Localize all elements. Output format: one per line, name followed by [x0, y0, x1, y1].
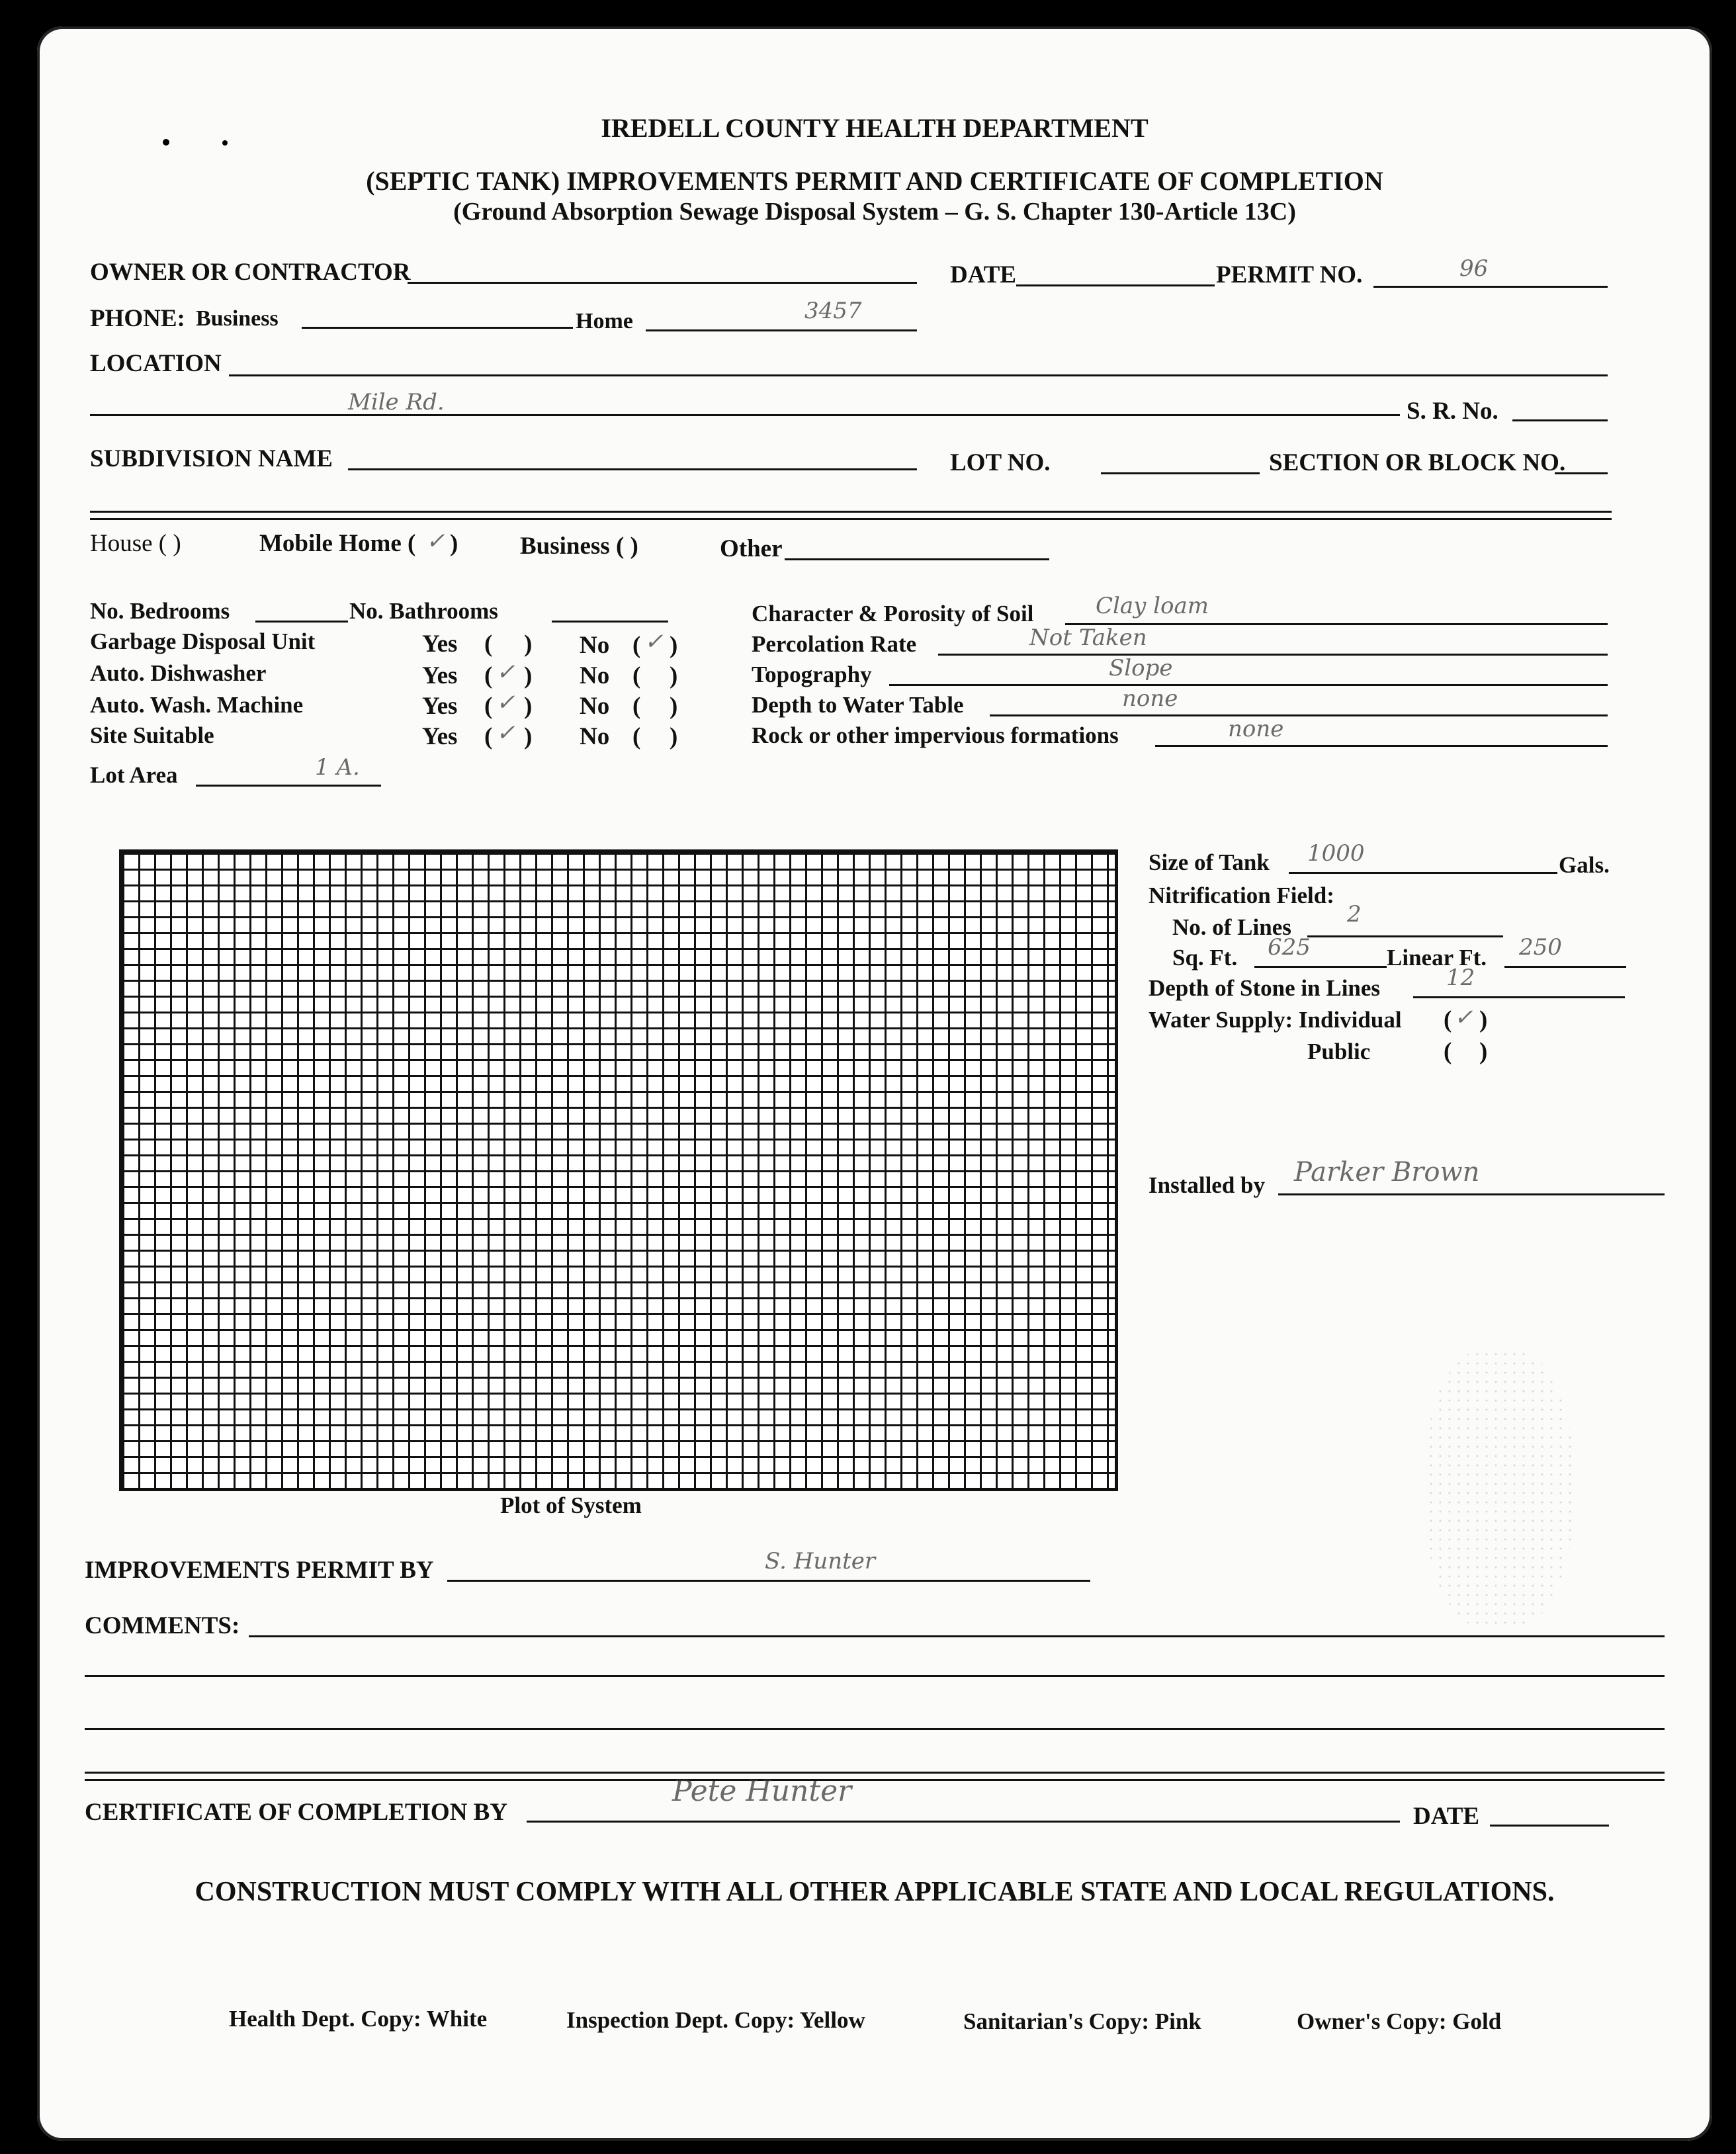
- paren: ): [670, 693, 678, 720]
- linear-field[interactable]: [1504, 966, 1626, 968]
- soil-label: Character & Porosity of Soil: [752, 601, 1034, 626]
- wash-yes-mark: ✓: [496, 689, 515, 716]
- copy-sanitarian: Sanitarian's Copy: Pink: [963, 2008, 1201, 2034]
- perc-label: Percolation Rate: [752, 631, 917, 657]
- lines-label: No. of Lines: [1172, 914, 1291, 940]
- certificate-field[interactable]: [527, 1821, 1400, 1823]
- installed-by-field[interactable]: [1278, 1193, 1665, 1195]
- lot-area-label: Lot Area: [90, 762, 178, 788]
- home-phone-field[interactable]: [646, 329, 917, 331]
- sqft-value: 625: [1268, 934, 1311, 961]
- lines-value: 2: [1347, 901, 1362, 927]
- owner-field[interactable]: [408, 282, 917, 284]
- garbage-yes[interactable]: Yes: [422, 630, 458, 658]
- sr-no-field[interactable]: [1512, 419, 1608, 421]
- paren: ): [670, 632, 678, 659]
- tank-size-field[interactable]: [1289, 872, 1557, 874]
- bathrooms-label: No. Bathrooms: [349, 598, 498, 624]
- gals-label: Gals.: [1559, 852, 1610, 878]
- sqft-label: Sq. Ft.: [1172, 945, 1238, 970]
- copy-owner: Owner's Copy: Gold: [1297, 2008, 1502, 2034]
- subdivision-label: SUBDIVISION NAME: [90, 445, 333, 472]
- paren: ): [670, 723, 678, 750]
- mobile-home-close: ): [450, 530, 458, 557]
- copy-inspection: Inspection Dept. Copy: Yellow: [566, 2007, 865, 2033]
- dishwasher-yes-mark: ✓: [496, 659, 515, 685]
- site-yes-mark: ✓: [496, 720, 515, 746]
- linear-value: 250: [1519, 934, 1562, 961]
- scan-noise: [1426, 1350, 1572, 1627]
- lines-field[interactable]: [1307, 935, 1503, 937]
- section-label: SECTION OR BLOCK NO.: [1269, 449, 1566, 476]
- paren: (: [1444, 1006, 1452, 1033]
- cert-date-field[interactable]: [1490, 1825, 1609, 1827]
- certificate-label: CERTIFICATE OF COMPLETION BY: [85, 1799, 508, 1826]
- lot-area-value: 1 A.: [315, 754, 360, 781]
- wash-machine-label: Auto. Wash. Machine: [90, 692, 304, 718]
- permit-document: [37, 26, 1712, 2141]
- stone-field[interactable]: [1413, 996, 1625, 998]
- comments-line-2[interactable]: [85, 1675, 1665, 1677]
- paren: (: [484, 693, 493, 720]
- comments-line-1[interactable]: [249, 1635, 1665, 1637]
- rock-field[interactable]: [1155, 745, 1608, 747]
- paren: (: [632, 723, 641, 750]
- water-table-value: none: [1122, 685, 1178, 712]
- improvements-field[interactable]: [447, 1580, 1090, 1582]
- home-phone-label: Home: [576, 309, 633, 333]
- tank-size-value: 1000: [1307, 840, 1365, 867]
- bedrooms-field[interactable]: [255, 621, 348, 623]
- location-label: LOCATION: [90, 350, 222, 377]
- garbage-label: Garbage Disposal Unit: [90, 628, 316, 654]
- dishwasher-yes[interactable]: Yes: [422, 662, 458, 689]
- bedrooms-label: No. Bedrooms: [90, 598, 230, 624]
- cert-date-label: DATE: [1413, 1803, 1480, 1830]
- comments-label: COMMENTS:: [85, 1612, 240, 1639]
- nitrification-label: Nitrification Field:: [1149, 883, 1334, 908]
- dishwasher-no[interactable]: No: [580, 662, 610, 689]
- certificate-by-value: Pete Hunter: [672, 1774, 852, 1808]
- paren[interactable]: (: [1444, 1038, 1452, 1065]
- sqft-field[interactable]: [1254, 966, 1387, 968]
- site-suitable-label: Site Suitable: [90, 722, 214, 748]
- site-yes[interactable]: Yes: [422, 723, 458, 750]
- wash-no[interactable]: No: [580, 693, 610, 720]
- topography-value: Slope: [1109, 655, 1173, 681]
- form-subtitle: (Ground Absorption Sewage Disposal System – G. S. Chapter 130-Article 13C): [453, 198, 1296, 226]
- form-title: (SEPTIC TANK) IMPROVEMENTS PERMIT AND CERTIFICATE OF COMPLETION: [366, 166, 1383, 196]
- location-field-2[interactable]: [90, 414, 1400, 416]
- lot-area-field[interactable]: [196, 785, 381, 787]
- lot-no-label: LOT NO.: [950, 449, 1051, 476]
- perc-field[interactable]: [938, 654, 1608, 656]
- compliance-notice: CONSTRUCTION MUST COMPLY WITH ALL OTHER APPLICABLE STATE AND LOCAL REGULATIONS.: [195, 1877, 1555, 1907]
- paren: ): [524, 693, 533, 720]
- paren: (: [484, 630, 493, 658]
- location-field-1[interactable]: [229, 374, 1608, 376]
- perc-value: Not Taken: [1029, 625, 1147, 651]
- paren: ): [524, 723, 533, 750]
- date-field[interactable]: [1016, 284, 1215, 286]
- dishwasher-label: Auto. Dishwasher: [90, 660, 267, 686]
- paren: ): [670, 662, 678, 689]
- plot-grid[interactable]: [119, 849, 1118, 1491]
- mobile-home-mark[interactable]: ✓: [426, 528, 445, 554]
- business-option[interactable]: Business ( ): [520, 533, 638, 560]
- improvements-by-value: S. Hunter: [765, 1548, 876, 1574]
- stone-label: Depth of Stone in Lines: [1149, 975, 1381, 1001]
- subdivision-field[interactable]: [348, 468, 917, 470]
- paren: (: [632, 693, 641, 720]
- bathrooms-field[interactable]: [552, 621, 668, 623]
- water-table-label: Depth to Water Table: [752, 692, 964, 718]
- owner-label: OWNER OR CONTRACTOR: [90, 259, 411, 286]
- paren: (: [484, 723, 493, 750]
- garbage-no-mark: ✓: [644, 628, 664, 655]
- copy-health: Health Dept. Copy: White: [229, 2006, 488, 2032]
- stone-value: 12: [1446, 965, 1475, 991]
- other-field[interactable]: [785, 558, 1049, 560]
- comments-line-3[interactable]: [85, 1728, 1665, 1730]
- paren: ): [524, 662, 533, 689]
- section-divider: [90, 511, 1612, 520]
- department-title: IREDELL COUNTY HEALTH DEPARTMENT: [601, 113, 1149, 143]
- home-phone-value: 3457: [804, 298, 862, 324]
- improvements-label: IMPROVEMENTS PERMIT BY: [85, 1557, 434, 1584]
- water-supply-label: Water Supply: Individual: [1149, 1007, 1402, 1033]
- plot-caption: Plot of System: [500, 1492, 642, 1518]
- paren: (: [632, 632, 641, 659]
- other-label: Other: [720, 535, 783, 562]
- lot-no-field[interactable]: [1101, 472, 1260, 474]
- rock-value: none: [1228, 716, 1284, 742]
- paren: ): [1479, 1006, 1488, 1033]
- installed-by-value: Parker Brown: [1294, 1157, 1480, 1187]
- scan-speck: [222, 140, 228, 146]
- scan-speck: [163, 139, 169, 146]
- business-phone-label: Business: [196, 306, 279, 331]
- soil-value: Clay loam: [1096, 593, 1209, 619]
- paren: ): [1479, 1038, 1488, 1065]
- site-no[interactable]: No: [580, 723, 610, 750]
- rock-label: Rock or other impervious formations: [752, 722, 1119, 748]
- permit-no-label: PERMIT NO.: [1216, 261, 1363, 288]
- tank-size-label: Size of Tank: [1149, 849, 1270, 875]
- section-field[interactable]: [1555, 472, 1608, 474]
- wash-yes[interactable]: Yes: [422, 693, 458, 720]
- location-line2-value: Mile Rd.: [348, 389, 445, 415]
- date-label: DATE: [950, 261, 1017, 288]
- phone-label: PHONE:: [90, 305, 185, 332]
- linear-label: Linear Ft.: [1387, 945, 1487, 970]
- sr-no-label: S. R. No.: [1407, 398, 1498, 425]
- individual-mark[interactable]: ✓: [1454, 1004, 1473, 1031]
- comments-divider: [85, 1772, 1665, 1781]
- paren: (: [632, 662, 641, 689]
- public-label: Public: [1307, 1039, 1371, 1064]
- business-phone-field[interactable]: [302, 327, 573, 329]
- topography-label: Topography: [752, 662, 872, 687]
- permit-no-field[interactable]: [1373, 286, 1608, 288]
- permit-no-value: 96: [1459, 255, 1489, 282]
- installed-by-label: Installed by: [1149, 1172, 1266, 1198]
- topography-field[interactable]: [889, 684, 1608, 686]
- paren: (: [484, 662, 493, 689]
- water-table-field[interactable]: [990, 714, 1608, 716]
- paren: ): [524, 630, 533, 658]
- mobile-home-label: Mobile Home (: [259, 530, 416, 557]
- house-option[interactable]: House ( ): [90, 530, 181, 557]
- garbage-no[interactable]: No: [580, 632, 610, 659]
